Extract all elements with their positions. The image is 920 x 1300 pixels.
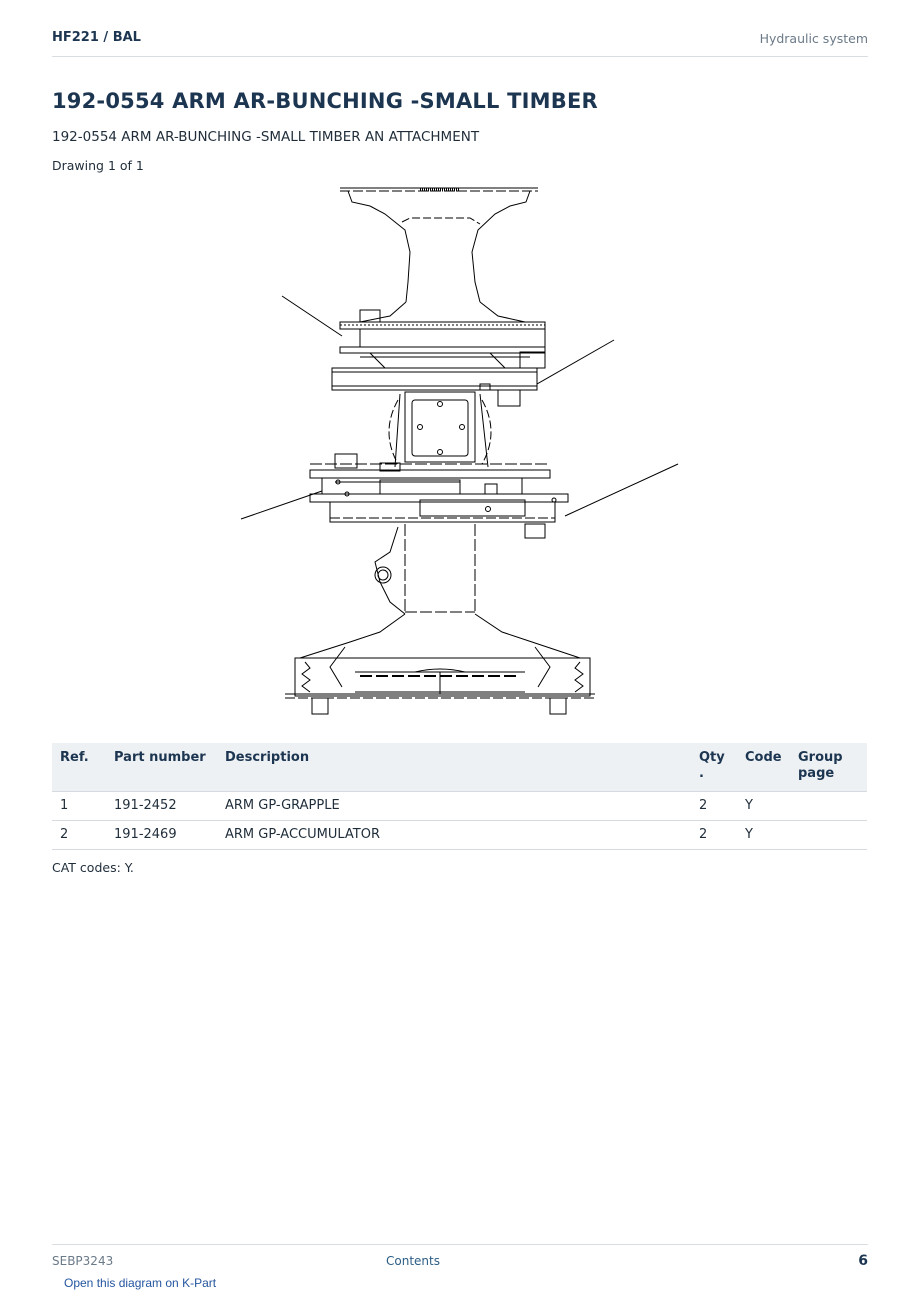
parts-diagram bbox=[230, 182, 690, 720]
parts-table bbox=[52, 743, 867, 850]
column-header-description: Description bbox=[217, 743, 691, 792]
page-header bbox=[52, 28, 868, 57]
cell-ref: 1 bbox=[52, 792, 106, 821]
contents-link[interactable]: Contents bbox=[386, 1254, 440, 1268]
section-name: Hydraulic system bbox=[759, 31, 868, 46]
cell-part-number: 191-2469 bbox=[106, 821, 217, 850]
cell-ref: 2 bbox=[52, 821, 106, 850]
column-header-group-page: Group page bbox=[790, 743, 867, 792]
diagram-base bbox=[285, 614, 595, 714]
diagram-lower-column bbox=[375, 524, 475, 614]
diagram-top-plate bbox=[340, 188, 538, 206]
diagram-upper-body bbox=[360, 206, 525, 322]
table-row bbox=[52, 792, 867, 821]
page-subtitle: 192-0554 ARM AR-BUNCHING -SMALL TIMBER AN ATTACHMENT bbox=[52, 129, 480, 145]
cell-description: ARM GP-ACCUMULATOR bbox=[217, 821, 691, 850]
column-header-code: Code bbox=[737, 743, 790, 792]
table-header-row bbox=[52, 743, 867, 792]
diagram-lower-frame bbox=[310, 454, 568, 538]
cat-codes-note: CAT codes: Y. bbox=[52, 860, 134, 875]
document-id: SEBP3243 bbox=[52, 1254, 114, 1268]
cell-qty: 2 bbox=[691, 821, 737, 850]
column-header-ref: Ref. bbox=[52, 743, 106, 792]
column-header-part-number: Part number bbox=[106, 743, 217, 792]
cell-part-number: 191-2452 bbox=[106, 792, 217, 821]
page-footer bbox=[52, 1244, 868, 1275]
page-number: 6 bbox=[858, 1253, 868, 1269]
cell-qty: 2 bbox=[691, 792, 737, 821]
cell-description: ARM GP-GRAPPLE bbox=[217, 792, 691, 821]
cell-group-page bbox=[790, 821, 867, 850]
cell-code: Y bbox=[737, 792, 790, 821]
cell-code: Y bbox=[737, 821, 790, 850]
drawing-counter: Drawing 1 of 1 bbox=[52, 158, 144, 173]
page-title: 192-0554 ARM AR-BUNCHING -SMALL TIMBER bbox=[52, 89, 598, 113]
table-row bbox=[52, 821, 867, 850]
diagram-middle-column bbox=[389, 392, 491, 467]
open-in-kpart-link[interactable]: Open this diagram on K-Part bbox=[64, 1276, 217, 1290]
column-header-qty: Qty . bbox=[691, 743, 737, 792]
cell-group-page bbox=[790, 792, 867, 821]
breadcrumb: HF221 / BAL bbox=[52, 30, 141, 45]
